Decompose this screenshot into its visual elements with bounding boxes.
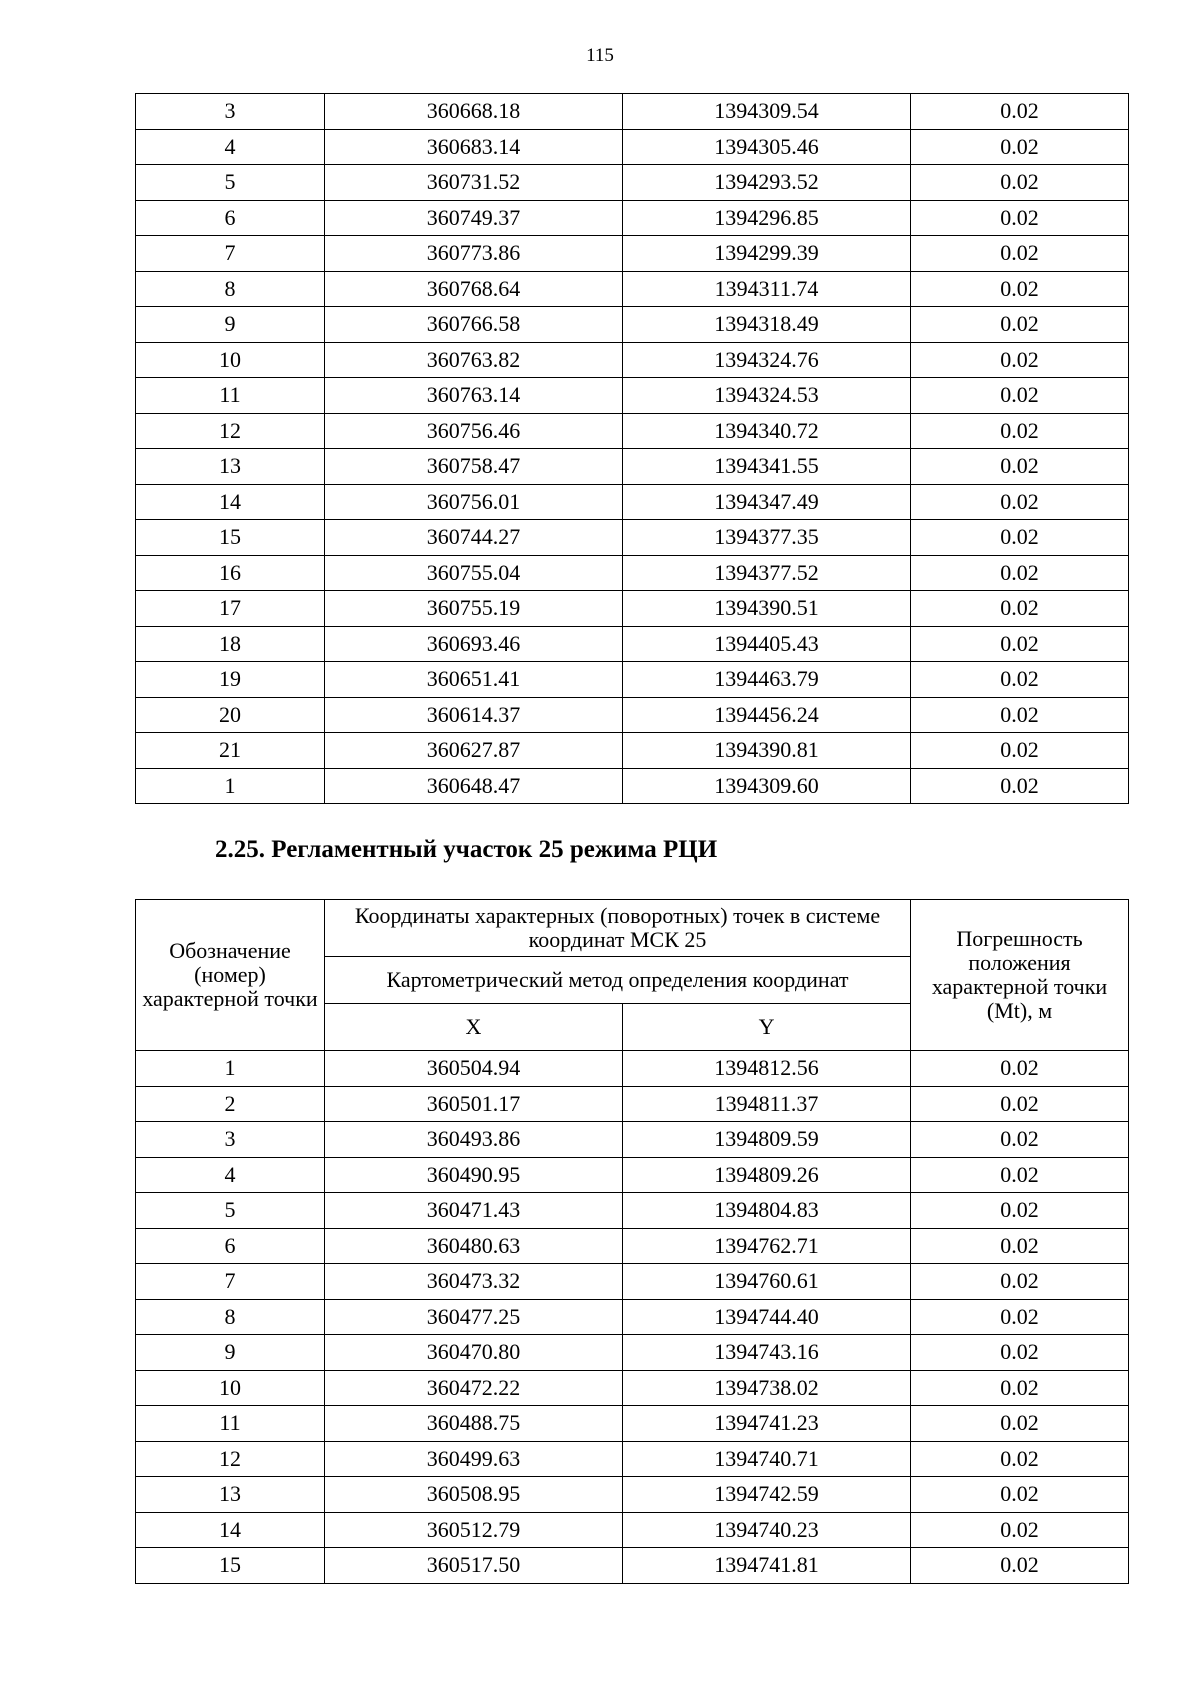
cell-point-number: 2	[136, 1086, 325, 1122]
cell-point-number: 13	[136, 1477, 325, 1513]
cell-point-number: 8	[136, 271, 325, 307]
cell-error: 0.02	[911, 129, 1129, 165]
cell-y: 1394812.56	[623, 1051, 911, 1087]
cell-error: 0.02	[911, 1370, 1129, 1406]
table-row	[136, 413, 1129, 449]
cell-error: 0.02	[911, 449, 1129, 485]
table-row	[136, 484, 1129, 520]
cell-error: 0.02	[911, 200, 1129, 236]
cell-point-number: 8	[136, 1299, 325, 1335]
cell-error: 0.02	[911, 662, 1129, 698]
cell-point-number: 20	[136, 697, 325, 733]
table-row	[136, 1406, 1129, 1442]
table-row	[136, 165, 1129, 201]
cell-y: 1394811.37	[623, 1086, 911, 1122]
cell-point-number: 16	[136, 555, 325, 591]
cell-y: 1394309.54	[623, 94, 911, 130]
cell-y: 1394740.23	[623, 1512, 911, 1548]
cell-x: 360477.25	[325, 1299, 623, 1335]
table-row	[136, 1122, 1129, 1158]
page-number: 115	[586, 45, 614, 66]
table-row	[136, 1264, 1129, 1300]
header-point-label: Обозначение (номер) характерной точки	[136, 900, 325, 1051]
header-y-label: Y	[623, 1004, 911, 1051]
cell-x: 360668.18	[325, 94, 623, 130]
cell-point-number: 12	[136, 413, 325, 449]
cell-x: 360758.47	[325, 449, 623, 485]
cell-point-number: 10	[136, 1370, 325, 1406]
table-row	[136, 449, 1129, 485]
cell-y: 1394762.71	[623, 1228, 911, 1264]
cell-x: 360749.37	[325, 200, 623, 236]
table-row	[136, 236, 1129, 272]
cell-y: 1394377.52	[623, 555, 911, 591]
cell-x: 360755.04	[325, 555, 623, 591]
cell-point-number: 1	[136, 768, 325, 804]
cell-y: 1394405.43	[623, 626, 911, 662]
cell-point-number: 5	[136, 165, 325, 201]
cell-x: 360766.58	[325, 307, 623, 343]
cell-point-number: 14	[136, 484, 325, 520]
cell-x: 360773.86	[325, 236, 623, 272]
cell-y: 1394293.52	[623, 165, 911, 201]
cell-y: 1394809.59	[623, 1122, 911, 1158]
cell-point-number: 18	[136, 626, 325, 662]
cell-error: 0.02	[911, 1477, 1129, 1513]
cell-y: 1394299.39	[623, 236, 911, 272]
cell-y: 1394318.49	[623, 307, 911, 343]
cell-error: 0.02	[911, 697, 1129, 733]
cell-error: 0.02	[911, 555, 1129, 591]
cell-y: 1394742.59	[623, 1477, 911, 1513]
cell-x: 360471.43	[325, 1193, 623, 1229]
coordinates-table-section-25	[135, 899, 1129, 1584]
cell-y: 1394744.40	[623, 1299, 911, 1335]
cell-x: 360614.37	[325, 697, 623, 733]
cell-x: 360755.19	[325, 591, 623, 627]
cell-x: 360473.32	[325, 1264, 623, 1300]
table-row	[136, 1086, 1129, 1122]
table-row	[136, 1299, 1129, 1335]
table-row	[136, 591, 1129, 627]
cell-y: 1394743.16	[623, 1335, 911, 1371]
cell-point-number: 9	[136, 1335, 325, 1371]
cell-point-number: 7	[136, 1264, 325, 1300]
table-header	[136, 900, 1129, 1051]
cell-x: 360756.01	[325, 484, 623, 520]
cell-error: 0.02	[911, 484, 1129, 520]
cell-point-number: 15	[136, 520, 325, 556]
table-row	[136, 94, 1129, 130]
cell-error: 0.02	[911, 768, 1129, 804]
cell-y: 1394309.60	[623, 768, 911, 804]
table-row	[136, 129, 1129, 165]
table-row	[136, 200, 1129, 236]
cell-x: 360493.86	[325, 1122, 623, 1158]
cell-error: 0.02	[911, 1193, 1129, 1229]
cell-error: 0.02	[911, 413, 1129, 449]
cell-y: 1394324.53	[623, 378, 911, 414]
cell-x: 360508.95	[325, 1477, 623, 1513]
cell-y: 1394809.26	[623, 1157, 911, 1193]
cell-x: 360517.50	[325, 1548, 623, 1584]
cell-point-number: 4	[136, 129, 325, 165]
cell-x: 360651.41	[325, 662, 623, 698]
cell-error: 0.02	[911, 591, 1129, 627]
cell-point-number: 19	[136, 662, 325, 698]
cell-point-number: 3	[136, 94, 325, 130]
cell-x: 360488.75	[325, 1406, 623, 1442]
cell-x: 360763.82	[325, 342, 623, 378]
cell-y: 1394311.74	[623, 271, 911, 307]
table-row	[136, 697, 1129, 733]
cell-error: 0.02	[911, 165, 1129, 201]
cell-error: 0.02	[911, 1051, 1129, 1087]
table-row	[136, 1512, 1129, 1548]
cell-error: 0.02	[911, 626, 1129, 662]
cell-y: 1394340.72	[623, 413, 911, 449]
coordinates-table-continued	[135, 93, 1129, 804]
cell-point-number: 17	[136, 591, 325, 627]
cell-point-number: 7	[136, 236, 325, 272]
cell-error: 0.02	[911, 342, 1129, 378]
cell-y: 1394741.81	[623, 1548, 911, 1584]
cell-point-number: 12	[136, 1441, 325, 1477]
table-row	[136, 1548, 1129, 1584]
cell-error: 0.02	[911, 1228, 1129, 1264]
cell-y: 1394456.24	[623, 697, 911, 733]
cell-point-number: 4	[136, 1157, 325, 1193]
cell-error: 0.02	[911, 236, 1129, 272]
table-row	[136, 733, 1129, 769]
cell-error: 0.02	[911, 1264, 1129, 1300]
table-row	[136, 307, 1129, 343]
table-row	[136, 342, 1129, 378]
cell-point-number: 14	[136, 1512, 325, 1548]
cell-x: 360490.95	[325, 1157, 623, 1193]
cell-error: 0.02	[911, 733, 1129, 769]
cell-point-number: 11	[136, 1406, 325, 1442]
table-row	[136, 1051, 1129, 1087]
cell-x: 360501.17	[325, 1086, 623, 1122]
table-body	[136, 1051, 1129, 1584]
table-row	[136, 662, 1129, 698]
section-heading: 2.25. Регламентный участок 25 режима РЦИ	[215, 836, 718, 863]
table-row	[136, 1335, 1129, 1371]
cell-point-number: 11	[136, 378, 325, 414]
cell-point-number: 13	[136, 449, 325, 485]
table-body	[136, 94, 1129, 804]
cell-y: 1394377.35	[623, 520, 911, 556]
cell-x: 360768.64	[325, 271, 623, 307]
cell-y: 1394341.55	[623, 449, 911, 485]
table-row	[136, 520, 1129, 556]
cell-y: 1394296.85	[623, 200, 911, 236]
cell-error: 0.02	[911, 520, 1129, 556]
cell-error: 0.02	[911, 1548, 1129, 1584]
cell-x: 360648.47	[325, 768, 623, 804]
cell-x: 360744.27	[325, 520, 623, 556]
cell-y: 1394390.51	[623, 591, 911, 627]
cell-point-number: 6	[136, 200, 325, 236]
table-row	[136, 768, 1129, 804]
cell-error: 0.02	[911, 307, 1129, 343]
table-row	[136, 555, 1129, 591]
cell-y: 1394324.76	[623, 342, 911, 378]
cell-error: 0.02	[911, 1122, 1129, 1158]
cell-x: 360470.80	[325, 1335, 623, 1371]
header-error-label: Погрешность положения характерной точки (Mt), м	[911, 900, 1129, 1051]
cell-error: 0.02	[911, 1406, 1129, 1442]
cell-y: 1394390.81	[623, 733, 911, 769]
table-row	[136, 1441, 1129, 1477]
cell-point-number: 5	[136, 1193, 325, 1229]
cell-x: 360683.14	[325, 129, 623, 165]
cell-y: 1394741.23	[623, 1406, 911, 1442]
table-row	[136, 1477, 1129, 1513]
cell-y: 1394740.71	[623, 1441, 911, 1477]
table-row	[136, 1157, 1129, 1193]
header-method-label: Картометрический метод определения координат	[325, 957, 911, 1004]
table-row	[136, 378, 1129, 414]
cell-x: 360627.87	[325, 733, 623, 769]
table-row	[136, 1370, 1129, 1406]
cell-x: 360499.63	[325, 1441, 623, 1477]
cell-point-number: 1	[136, 1051, 325, 1087]
table-row	[136, 271, 1129, 307]
cell-point-number: 15	[136, 1548, 325, 1584]
cell-y: 1394804.83	[623, 1193, 911, 1229]
table-row	[136, 626, 1129, 662]
cell-error: 0.02	[911, 271, 1129, 307]
cell-y: 1394305.46	[623, 129, 911, 165]
cell-point-number: 6	[136, 1228, 325, 1264]
header-x-label: X	[325, 1004, 623, 1051]
cell-x: 360763.14	[325, 378, 623, 414]
cell-point-number: 3	[136, 1122, 325, 1158]
cell-x: 360472.22	[325, 1370, 623, 1406]
cell-x: 360504.94	[325, 1051, 623, 1087]
cell-error: 0.02	[911, 1512, 1129, 1548]
cell-error: 0.02	[911, 1157, 1129, 1193]
cell-y: 1394760.61	[623, 1264, 911, 1300]
cell-error: 0.02	[911, 378, 1129, 414]
cell-error: 0.02	[911, 1335, 1129, 1371]
cell-error: 0.02	[911, 94, 1129, 130]
cell-x: 360480.63	[325, 1228, 623, 1264]
cell-y: 1394738.02	[623, 1370, 911, 1406]
cell-x: 360731.52	[325, 165, 623, 201]
table-row	[136, 1193, 1129, 1229]
cell-point-number: 9	[136, 307, 325, 343]
table-row	[136, 1228, 1129, 1264]
cell-y: 1394463.79	[623, 662, 911, 698]
cell-x: 360756.46	[325, 413, 623, 449]
header-coords-label: Координаты характерных (поворотных) точек в системе координат МСК 25	[325, 900, 911, 957]
cell-error: 0.02	[911, 1086, 1129, 1122]
cell-point-number: 10	[136, 342, 325, 378]
cell-error: 0.02	[911, 1299, 1129, 1335]
cell-y: 1394347.49	[623, 484, 911, 520]
cell-x: 360693.46	[325, 626, 623, 662]
cell-error: 0.02	[911, 1441, 1129, 1477]
cell-point-number: 21	[136, 733, 325, 769]
cell-x: 360512.79	[325, 1512, 623, 1548]
